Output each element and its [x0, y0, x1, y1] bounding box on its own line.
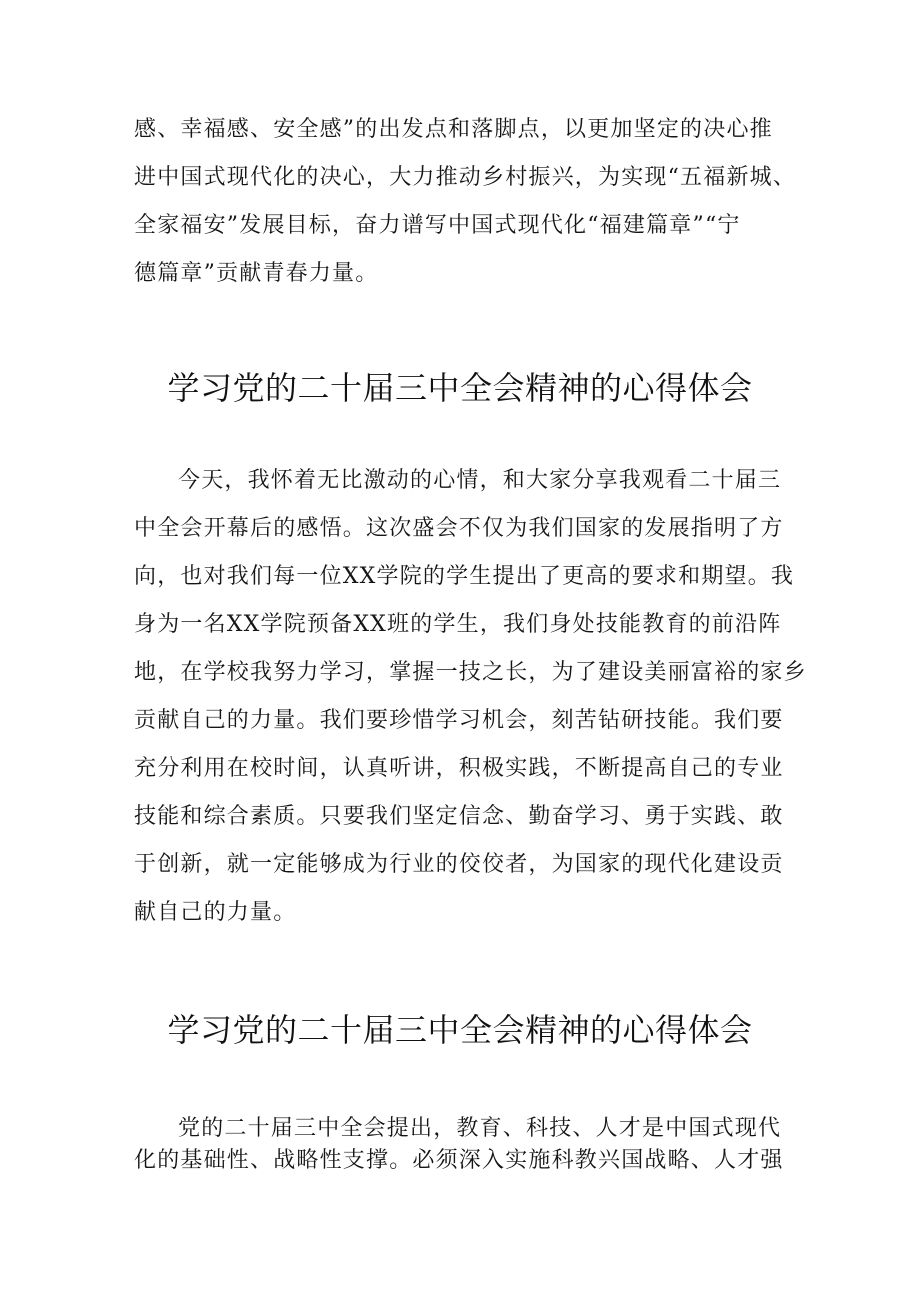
paragraph-line: 进中国式现代化的决心，大力推动乡村振兴，为实现“五福新城、 [134, 165, 797, 190]
section-title: 学习党的二十届三中全会精神的心得体会 [167, 1011, 753, 1049]
paragraph-line: 感、幸福感、安全感”的出发点和落脚点，以更加坚定的决心推 [134, 117, 773, 142]
paragraph-line: 地，在学校我努力学习，掌握一技之长，为了建设美丽富裕的家乡 [134, 660, 807, 685]
paragraph-line: 技能和综合素质。只要我们坚定信念、勤奋学习、勇于实践、敢 [134, 804, 784, 829]
paragraph-line: 化的基础性、战略性支撑。必须深入实施科教兴国战略、人才强 [134, 1148, 784, 1173]
paragraph-line: 德篇章”贡献青春力量。 [134, 261, 379, 286]
paragraph-line: 今天，我怀着无比激动的心情，和大家分享我观看二十届三 [178, 468, 782, 493]
paragraph-line: 献自己的力量。 [134, 900, 297, 925]
paragraph-line: 向，也对我们每一位XX学院的学生提出了更高的要求和期望。我 [134, 564, 795, 589]
paragraph-line: 全家福安”发展目标，奋力谱写中国式现代化“福建篇章”“宁 [134, 213, 741, 238]
paragraph-line: 中全会开幕后的感悟。这次盛会不仅为我们国家的发展指明了方 [134, 516, 784, 541]
paragraph-line: 于创新，就一定能够成为行业的佼佼者，为国家的现代化建设贡 [134, 852, 784, 877]
paragraph-line: 贡献自己的力量。我们要珍惜学习机会，刻苦钻研技能。我们要 [134, 708, 784, 733]
paragraph-line: 身为一名XX学院预备XX班的学生，我们身处技能教育的前沿阵 [134, 612, 782, 637]
paragraph-line: 充分利用在校时间，认真听讲，积极实践，不断提高自己的专业 [134, 756, 784, 781]
section-title: 学习党的二十届三中全会精神的心得体会 [167, 369, 753, 407]
paragraph-line: 党的二十届三中全会提出，教育、科技、人才是中国式现代 [178, 1116, 782, 1141]
